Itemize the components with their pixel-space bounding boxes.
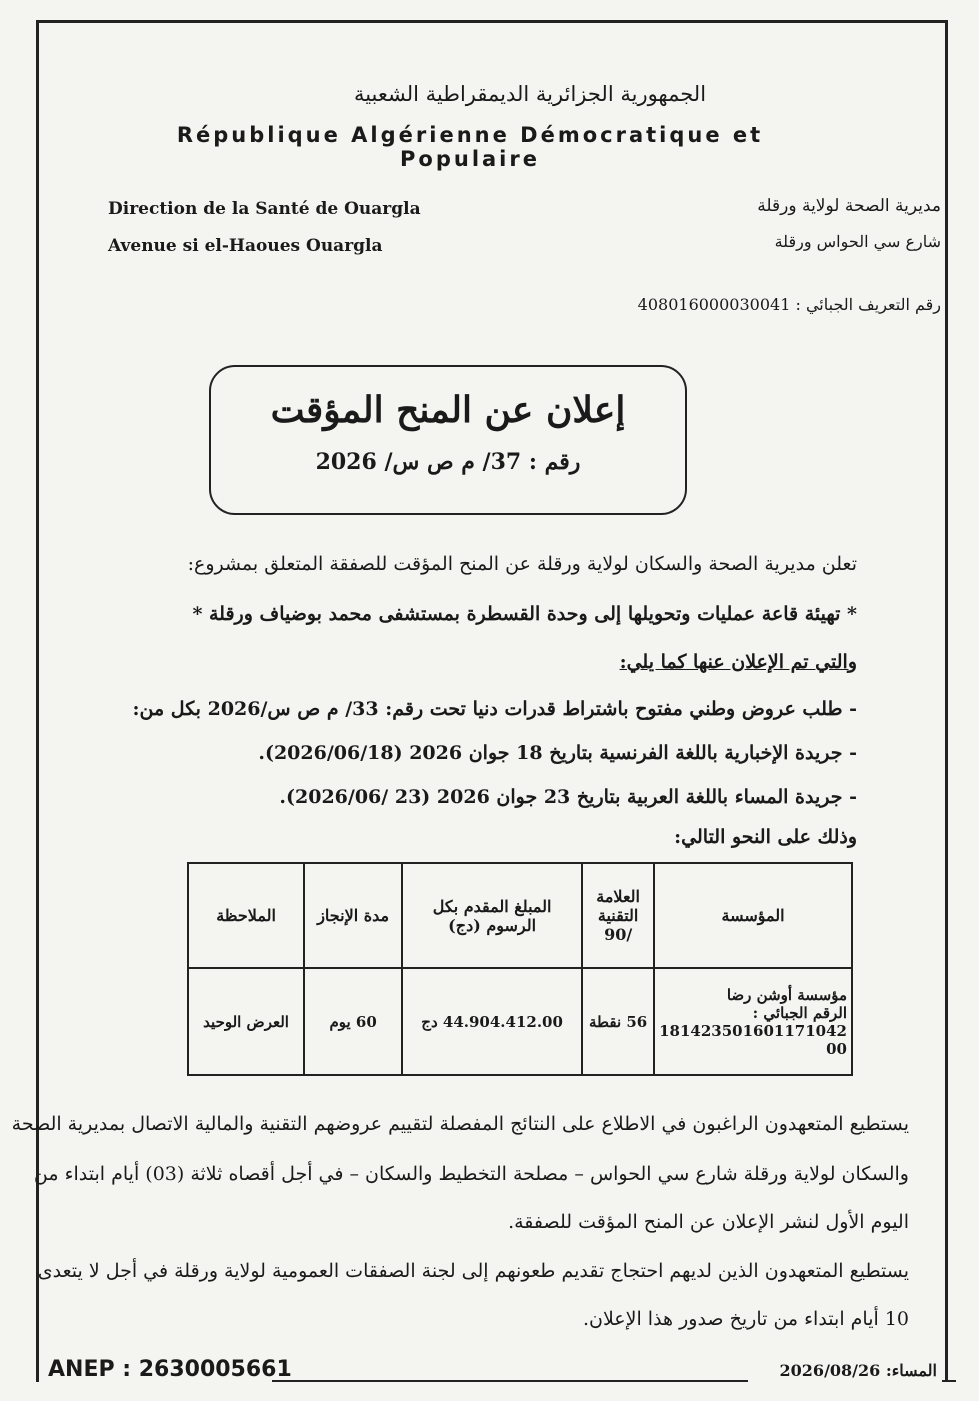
company-nif-label: الرقم الجبائي : <box>752 1003 847 1022</box>
cell-duration: 60 يوم <box>304 968 402 1075</box>
arabic-republic-header: الجمهورية الجزائرية الديمقراطية الشعبية <box>353 82 707 106</box>
table-header-row <box>188 863 852 968</box>
french-republic-header: République Algérienne Démocratique et Populaire <box>176 123 764 171</box>
newspaper-item-2: - جريدة المساء باللغة العربية بتاريخ 23 جوان 2026 (23 /2026/06). <box>279 786 857 808</box>
cell-tech-score: 56 نقطة <box>582 968 654 1075</box>
col-duration: مدة الإنجاز <box>304 863 402 968</box>
award-results-table <box>187 862 853 1076</box>
col-remark: الملاحظة <box>188 863 304 968</box>
tender-item: - طلب عروض وطني مفتوح باشتراط قدرات دنيا تحت رقم: 33/ م ص س/2026 بكل من: <box>132 698 857 720</box>
company-nif: 181423501601171042 00 <box>659 1021 847 1058</box>
col-tech-score: العلامة التقنية /90 <box>582 863 654 968</box>
results-paragraph-line-3: اليوم الأول لنشر الإعلان عن المنح المؤقت للصفقة. <box>508 1211 909 1233</box>
french-direction-name: Direction de la Santé de Ouargla <box>108 199 421 219</box>
newspaper-item-1: - جريدة الإخبارية باللغة الفرنسية بتاريخ 18 جوان 2026 (2026/06/18). <box>258 742 857 764</box>
tax-id-line <box>638 295 941 314</box>
footer-divider-end <box>942 1380 956 1382</box>
appeal-paragraph-line-1: يستطيع المتعهدون الذين لديهم احتجاج تقديم طعونهم إلى لجنة الصفقات العمومية لولاية ورقلة في أجل لا يتعدى <box>37 1260 909 1282</box>
cell-company <box>654 968 852 1075</box>
tax-id-value: 408016000030041 <box>637 295 791 314</box>
announced-heading: والتي تم الإعلان عنها كما يلي: <box>619 651 857 673</box>
project-title: * تهيئة قاعة عمليات وتحويلها إلى وحدة القسطرة بمستشفى محمد بوضياف ورقلة * <box>192 603 857 625</box>
follow-line: وذلك على النحو التالي: <box>674 826 857 848</box>
announcement-title: إعلان عن المنح المؤقت <box>270 389 626 431</box>
french-direction-address: Avenue si el-Haoues Ouargla <box>108 236 383 256</box>
announcement-number: رقم : 37/ م ص س/ 2026 <box>315 449 581 475</box>
intro-line: تعلن مديرية الصحة والسكان لولاية ورقلة عن المنح المؤقت للصفقة المتعلق بمشروع: <box>187 553 857 575</box>
cell-remark: العرض الوحيد <box>188 968 304 1075</box>
anep-reference: ANEP : 2630005661 <box>48 1357 292 1382</box>
results-paragraph-line-2: والسكان لولاية ورقلة شارع سي الحواس – مصلحة التخطيط والسكان – في أجل أقصاه ثلاثة (03) أيام ابتداء من <box>33 1163 909 1185</box>
announcement-title-box <box>209 365 687 515</box>
arabic-direction-name: مديرية الصحة لولاية ورقلة <box>757 196 941 216</box>
appeal-paragraph-line-2: 10 أيام ابتداء من تاريخ صدور هذا الإعلان. <box>582 1308 909 1330</box>
table-row <box>188 968 852 1075</box>
col-amount: المبلغ المقدم بكل الرسوم (دج) <box>402 863 582 968</box>
cell-amount: 44.904.412.00 دج <box>402 968 582 1075</box>
company-name: مؤسسة أوشن رضا <box>726 985 847 1004</box>
col-company: المؤسسة <box>654 863 852 968</box>
footer-divider <box>272 1380 748 1382</box>
publication-date: المساء: 2026/08/26 <box>779 1361 937 1380</box>
results-paragraph-line-1: يستطيع المتعهدون الراغبون في الاطلاع على النتائج المفصلة لتقييم عروضهم التقنية والمالية الاتصال بمديرية الصحة <box>11 1113 909 1135</box>
arabic-direction-address: شارع سي الحواس ورقلة <box>774 232 941 251</box>
tax-id-label: رقم التعريف الجبائي : <box>795 295 941 314</box>
